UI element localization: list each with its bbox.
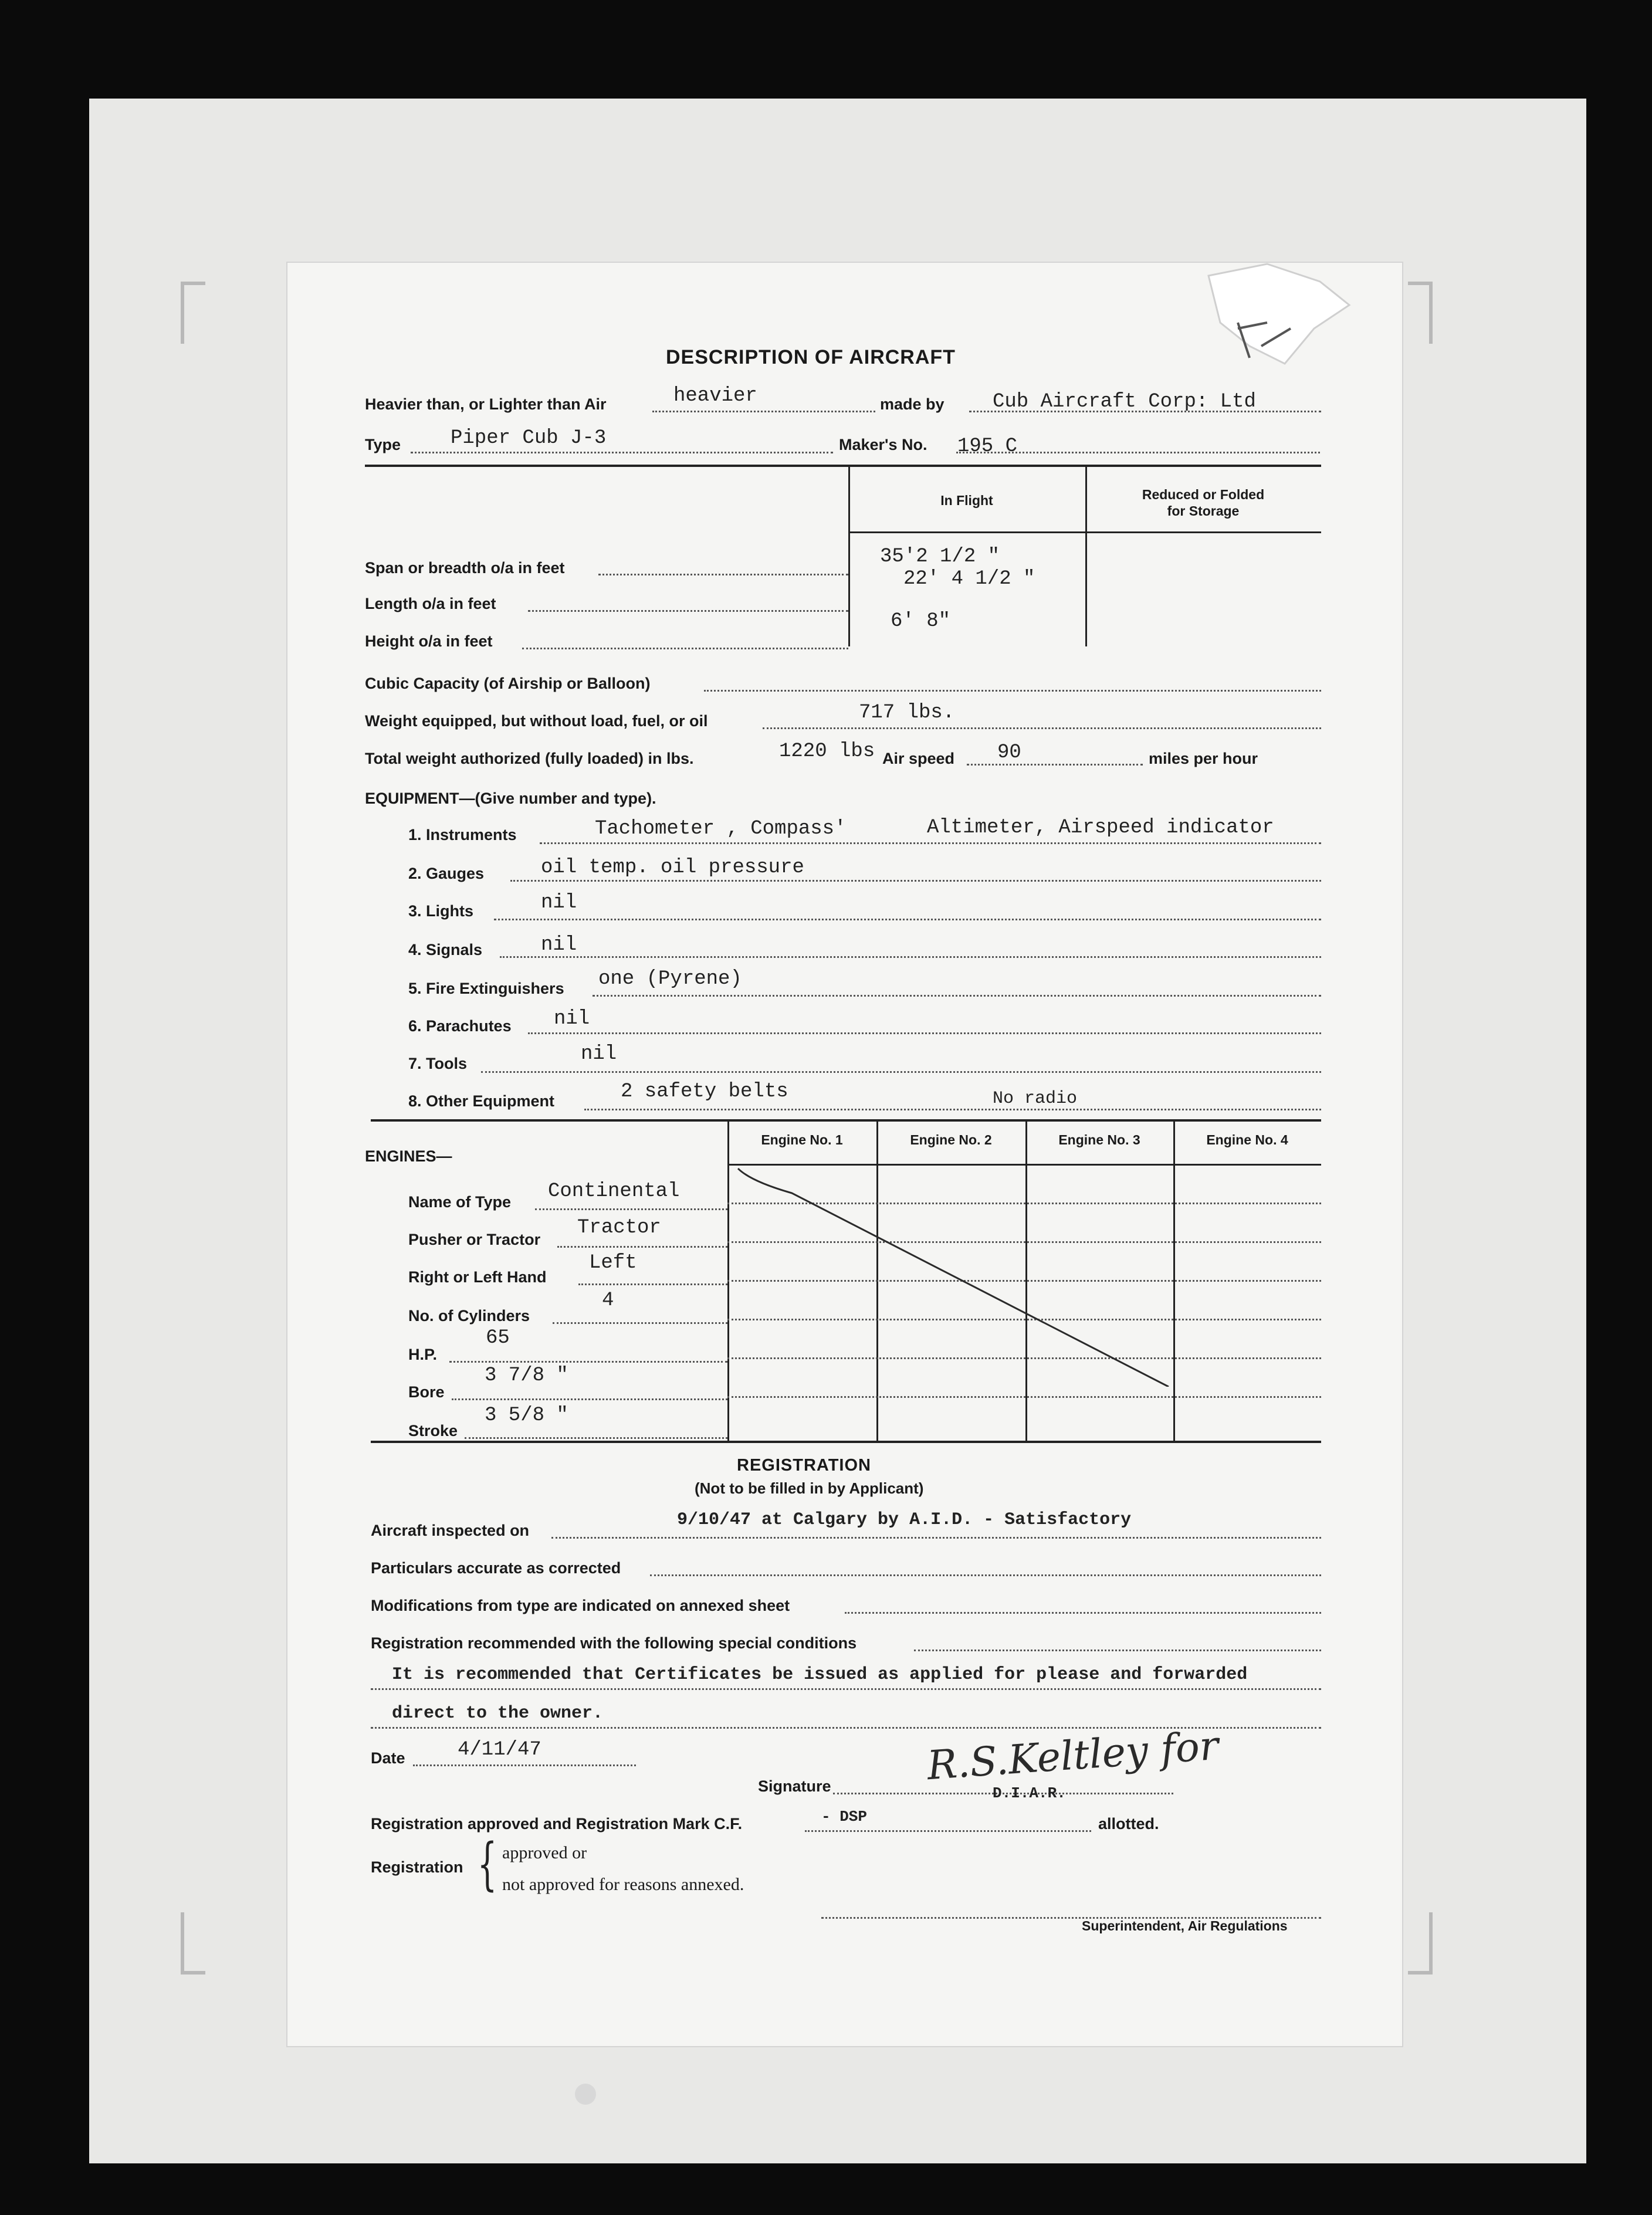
cubic-dotted-line xyxy=(704,690,1321,692)
height-label: Height o/a in feet xyxy=(365,632,493,650)
superintendent-label: Superintendent, Air Regulations xyxy=(1082,1918,1288,1933)
length-label: Length o/a in feet xyxy=(365,595,496,612)
engine-row-line-6 xyxy=(727,1396,1321,1398)
crop-mark-top-left xyxy=(181,282,205,344)
made-by-value: Cub Aircraft Corp: Ltd xyxy=(993,391,1256,413)
equipment-extra-8: No radio xyxy=(993,1089,1078,1109)
equipment-dotted-line-8 xyxy=(584,1109,1321,1110)
conditions-dotted-line-1 xyxy=(371,1688,1321,1690)
engine-value-1: Continental xyxy=(548,1180,680,1203)
date-value: 4/11/47 xyxy=(458,1739,541,1761)
equipment-dotted-line-7 xyxy=(481,1071,1321,1073)
equipment-label-7: 7. Tools xyxy=(408,1055,468,1072)
air-speed-dotted-line xyxy=(967,764,1143,766)
inspected-value: 9/10/47 at Calgary by A.I.D. - Satisfactory xyxy=(677,1510,1132,1530)
engine-value-6: 3 7/8 " xyxy=(485,1364,568,1387)
engines-label: ENGINES— xyxy=(365,1147,452,1165)
makers-no-label: Maker's No. xyxy=(839,436,927,453)
signature-title: D.I.A.R. xyxy=(993,1784,1066,1802)
date-dotted-line xyxy=(413,1764,636,1766)
height-value: 6' 8" xyxy=(891,610,951,632)
modifications-dotted-line xyxy=(845,1612,1321,1614)
cubic-capacity-label: Cubic Capacity (of Airship or Balloon) xyxy=(365,675,651,692)
conditions-line-2: direct to the owner. xyxy=(392,1703,604,1723)
heavier-dotted-line xyxy=(652,411,875,412)
equipment-value-6: nil xyxy=(554,1008,590,1030)
handwritten-signature: R.S.Keltley for xyxy=(925,1722,1220,1790)
reduced-header-line2: for Storage xyxy=(1167,503,1240,519)
heavier-label: Heavier than, or Lighter than Air xyxy=(365,395,607,413)
mark-dotted-line xyxy=(805,1830,1091,1832)
crop-mark-bottom-left xyxy=(181,1912,205,1974)
type-value: Piper Cub J-3 xyxy=(451,427,607,449)
reduced-header-line1: Reduced or Folded xyxy=(1142,487,1265,502)
span-value: 35'2 1/2 " xyxy=(880,546,1000,568)
type-label: Type xyxy=(365,436,401,453)
engine-strike-through-line xyxy=(727,1164,1173,1387)
weight-equipped-label: Weight equipped, but without load, fuel, or oil xyxy=(365,712,708,730)
made-by-label: made by xyxy=(880,395,945,413)
equipment-label-8: 8. Other Equipment xyxy=(408,1092,555,1110)
aircraft-description-form xyxy=(287,263,1402,2046)
equipment-label-2: 2. Gauges xyxy=(408,865,485,882)
engine-col-4: Engine No. 4 xyxy=(1206,1132,1288,1147)
equipment-value-8: 2 safety belts xyxy=(621,1081,788,1103)
equipment-dotted-line-2 xyxy=(510,880,1321,882)
makers-no-value: 195 C xyxy=(957,435,1018,458)
registration-title: REGISTRATION xyxy=(737,1456,871,1475)
weight-equipped-value: 717 lbs. xyxy=(859,702,955,724)
height-dotted-line xyxy=(522,648,848,649)
engine-label-6: Bore xyxy=(408,1383,445,1401)
engine-dotted-6 xyxy=(452,1398,727,1400)
approved-label: approved or xyxy=(502,1843,587,1862)
engine-col-2: Engine No. 2 xyxy=(910,1132,992,1147)
recommended-label: Registration recommended with the following special conditions xyxy=(371,1634,857,1652)
engine-label-3: Right or Left Hand xyxy=(408,1268,547,1286)
weight-equipped-dotted-line xyxy=(763,727,1321,729)
table-divider-1 xyxy=(848,465,850,646)
engine-dotted-2 xyxy=(557,1246,727,1248)
engine-col-1: Engine No. 1 xyxy=(761,1132,843,1147)
equipment-value-1: Tachometer , Compass' xyxy=(595,818,847,840)
particulars-dotted-line xyxy=(650,1574,1321,1576)
crop-mark-bottom-right xyxy=(1408,1912,1433,1974)
engine-dotted-1 xyxy=(535,1208,727,1210)
equipment-label-1: 1. Instruments xyxy=(408,826,517,844)
in-flight-header: In Flight xyxy=(940,493,993,508)
type-dotted-line xyxy=(411,452,833,453)
equipment-label-5: 5. Fire Extinguishers xyxy=(408,980,564,997)
engine-value-2: Tractor xyxy=(577,1217,661,1239)
registration-brace: { xyxy=(477,1831,497,1897)
equipment-label-6: 6. Parachutes xyxy=(408,1017,512,1035)
span-label: Span or breadth o/a in feet xyxy=(365,559,565,577)
punch-hole-mark xyxy=(575,2084,596,2105)
equipment-value-2: oil temp. oil pressure xyxy=(541,856,804,879)
conditions-line-1: It is recommended that Certificates be issued as applied for please and forwarded xyxy=(392,1665,1248,1685)
engine-value-7: 3 5/8 " xyxy=(485,1404,568,1427)
inspected-label: Aircraft inspected on xyxy=(371,1522,530,1539)
equipment-dotted-line-6 xyxy=(528,1032,1321,1034)
torn-corner-mark xyxy=(1197,258,1361,375)
engine-label-5: H.P. xyxy=(408,1346,438,1363)
engines-bottom-rule xyxy=(371,1441,1321,1443)
engines-top-rule xyxy=(371,1119,1321,1122)
not-approved-label: not approved for reasons annexed. xyxy=(502,1875,744,1894)
equipment-dotted-line-3 xyxy=(494,919,1321,920)
length-value: 22' 4 1/2 " xyxy=(903,568,1035,590)
equipment-dotted-line-5 xyxy=(593,995,1321,997)
engine-value-3: Left xyxy=(589,1252,637,1274)
total-weight-label: Total weight authorized (fully loaded) in lbs. xyxy=(365,750,694,767)
allotted-label: allotted. xyxy=(1098,1815,1159,1833)
equipment-label: EQUIPMENT—(Give number and type). xyxy=(365,790,656,807)
engine-dotted-3 xyxy=(578,1283,727,1285)
particulars-label: Particulars accurate as corrected xyxy=(371,1559,621,1577)
engine-value-4: 4 xyxy=(602,1289,614,1312)
total-weight-value: 1220 lbs xyxy=(779,740,875,763)
registration-subtitle: (Not to be filled in by Applicant) xyxy=(695,1479,924,1497)
air-speed-label: Air speed xyxy=(882,750,955,767)
inspected-dotted-line xyxy=(551,1537,1321,1539)
table-top-rule xyxy=(365,465,1321,467)
mark-value: - DSP xyxy=(821,1808,868,1825)
date-label: Date xyxy=(371,1749,405,1767)
registration-label: Registration xyxy=(371,1858,463,1876)
engine-label-1: Name of Type xyxy=(408,1193,512,1211)
equipment-value-4: nil xyxy=(541,934,577,956)
form-title: DESCRIPTION OF AIRCRAFT xyxy=(666,346,956,368)
air-speed-value: 90 xyxy=(997,741,1021,764)
equipment-label-3: 3. Lights xyxy=(408,902,474,920)
span-dotted-line xyxy=(598,574,848,575)
equipment-dotted-line-4 xyxy=(500,956,1321,958)
table-header-rule xyxy=(848,531,1321,533)
heavier-value: heavier xyxy=(673,385,757,407)
engine-value-5: 65 xyxy=(486,1327,510,1349)
equipment-extra-1: Altimeter, Airspeed indicator xyxy=(927,817,1274,839)
mark-label: Registration approved and Registration Mark C.F. xyxy=(371,1815,743,1833)
signature-label: Signature xyxy=(758,1777,831,1795)
equipment-value-7: nil xyxy=(581,1043,617,1065)
engine-dotted-7 xyxy=(465,1437,727,1439)
equipment-value-5: one (Pyrene) xyxy=(598,968,742,990)
engine-dotted-4 xyxy=(553,1322,727,1324)
length-dotted-line xyxy=(528,610,848,612)
crop-mark-top-right xyxy=(1408,282,1433,344)
engine-label-2: Pusher or Tractor xyxy=(408,1231,541,1248)
mph-label: miles per hour xyxy=(1149,750,1258,767)
recommended-dotted-line xyxy=(914,1650,1321,1651)
engine-col-3: Engine No. 3 xyxy=(1058,1132,1140,1147)
engine-label-4: No. of Cylinders xyxy=(408,1307,530,1325)
engine-label-7: Stroke xyxy=(408,1422,458,1440)
equipment-value-3: nil xyxy=(541,892,577,914)
equipment-dotted-line-1 xyxy=(540,842,1321,844)
engine-dotted-5 xyxy=(449,1361,727,1363)
equipment-label-4: 4. Signals xyxy=(408,941,483,959)
modifications-label: Modifications from type are indicated on annexed sheet xyxy=(371,1597,790,1614)
